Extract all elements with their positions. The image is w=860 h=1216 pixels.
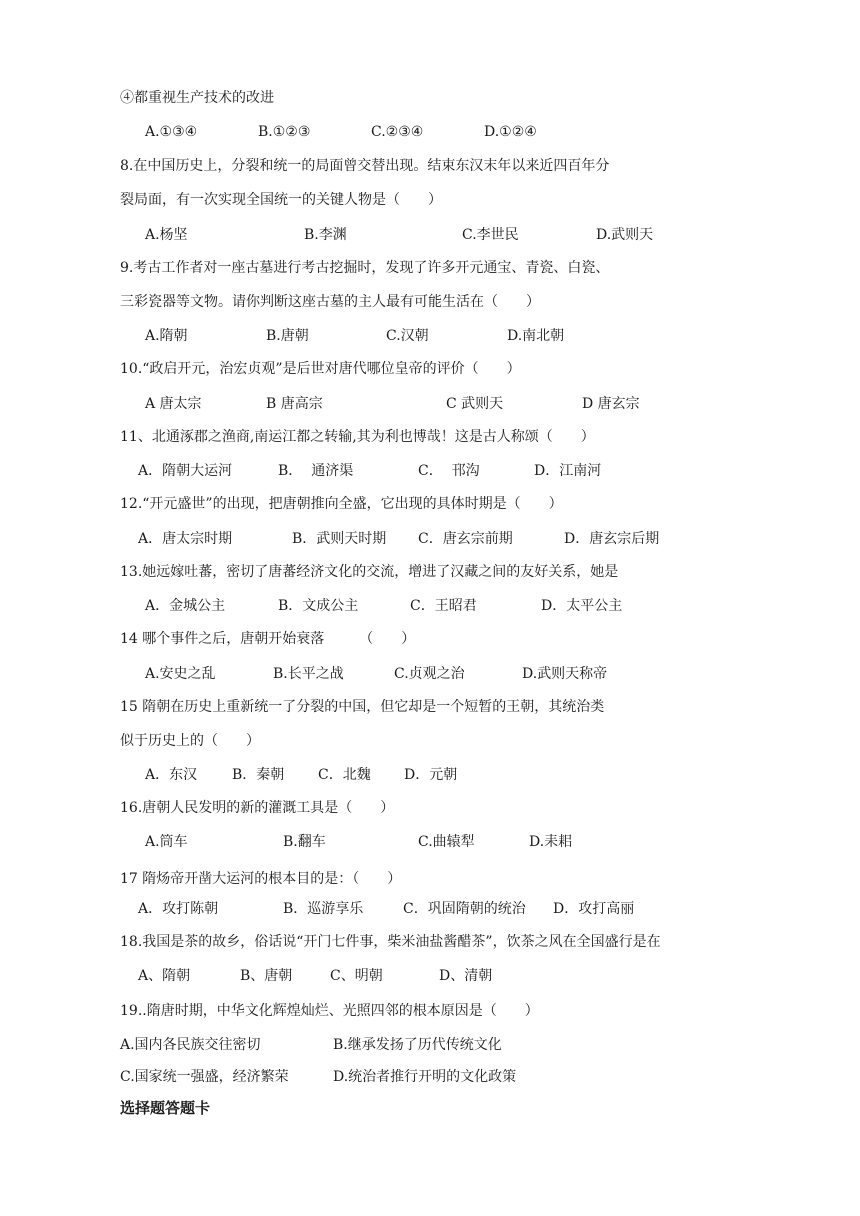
q15-choice-b: B．秦朝 <box>232 767 285 783</box>
q10-choice-c: C 武则天 <box>446 396 504 412</box>
q14-choice-b: B.长平之战 <box>273 666 344 682</box>
q18-choice-b: B、唐朝 <box>240 968 293 984</box>
q8-choice-a: A.杨坚 <box>145 227 188 243</box>
q19-choice-d: D.统治者推行开明的文化政策 <box>333 1069 517 1085</box>
q15-stem-line2: 似于历史上的（ ） <box>120 733 260 749</box>
q17-choice-b: B．巡游享乐 <box>283 901 364 917</box>
q9-choice-a: A.隋朝 <box>145 328 188 344</box>
q9-stem-line2: 三彩瓷器等文物。请你判断这座古墓的主人最有可能生活在（ ） <box>120 294 540 310</box>
q15-choice-d: D．元朝 <box>404 767 458 783</box>
answer-card-title: 选择题答题卡 <box>120 1099 211 1117</box>
q17-stem: 17 隋炀帝开凿大运河的根本目的是：（ ） <box>120 871 402 887</box>
q17-choice-c: C．巩固隋朝的统治 <box>403 901 526 917</box>
q18-choice-d: D、清朝 <box>439 968 493 984</box>
q13-stem: 13.她远嫁吐蕃，密切了唐蕃经济文化的交流，增进了汉藏之间的友好关系，她是 <box>120 564 619 580</box>
q19-choice-c: C.国家统一强盛，经济繁荣 <box>120 1069 289 1085</box>
q19-choice-b: B.继承发扬了历代传统文化 <box>333 1037 502 1053</box>
q13-choice-b: B．文成公主 <box>278 598 359 614</box>
q7-choice-a: A.①③④ <box>145 124 198 140</box>
q8-choice-b: B.李渊 <box>304 227 347 243</box>
q7-choice-b: B.①②③ <box>258 124 311 140</box>
q12-choice-d: D．唐玄宗后期 <box>564 531 660 547</box>
q13-choice-c: C．王昭君 <box>410 598 477 614</box>
q16-choice-d: D.耒耜 <box>529 834 573 850</box>
q11-choice-d: D．江南河 <box>534 463 602 479</box>
q14-choice-d: D.武则天称帝 <box>522 666 608 682</box>
q8-stem-line2: 裂局面，有一次实现全国统一的关键人物是（ ） <box>120 192 442 208</box>
q11-stem: 11、北通涿郡之渔商,南运江都之转输,其为利也博哉！这是古人称颂（ ） <box>120 429 595 445</box>
q13-choice-a: A．金城公主 <box>145 598 226 614</box>
q9-stem-line1: 9.考古工作者对一座古墓进行考古挖掘时，发现了许多开元通宝、青瓷、白瓷、 <box>120 260 610 276</box>
q12-choice-a: A．唐太宗时期 <box>138 531 233 547</box>
q19-choice-a: A.国内各民族交往密切 <box>120 1037 261 1053</box>
q17-choice-a: A．攻打陈朝 <box>138 901 219 917</box>
q7-choice-c: C.②③④ <box>371 124 424 140</box>
q10-stem: 10.“政启开元，治宏贞观”是后世对唐代哪位皇帝的评价（ ） <box>120 361 521 377</box>
q19-stem: 19..隋唐时期，中华文化辉煌灿烂、光照四邻的根本原因是（ ） <box>120 1003 539 1019</box>
q18-stem: 18.我国是茶的故乡，俗话说“开门七件事，柴米油盐酱醋茶”，饮茶之风在全国盛行是在 <box>120 934 661 950</box>
q10-choice-a: A 唐太宗 <box>145 396 202 412</box>
q18-choice-a: A、隋朝 <box>138 968 191 984</box>
q16-choice-b: B.翻车 <box>283 834 326 850</box>
q11-choice-c: C． 邗沟 <box>418 463 480 479</box>
q17-choice-d: D．攻打高丽 <box>553 901 635 917</box>
q15-choice-c: C．北魏 <box>318 767 371 783</box>
q16-choice-a: A.筒车 <box>145 834 188 850</box>
q13-choice-d: D．太平公主 <box>541 598 623 614</box>
q8-choice-d: D.武则天 <box>596 227 654 243</box>
q16-choice-c: C.曲辕犁 <box>418 834 475 850</box>
q7-choice-d: D.①②④ <box>484 124 537 140</box>
q14-choice-a: A.安史之乱 <box>145 666 216 682</box>
q15-stem-line1: 15 隋朝在历史上重新统一了分裂的中国，但它却是一个短暂的王朝，其统治类 <box>120 699 605 715</box>
q7-option-text: ④都重视生产技术的改进 <box>120 90 274 106</box>
q14-stem: 14 哪个事件之后，唐朝开始衰落 （ ） <box>120 631 416 647</box>
q10-choice-d: D 唐玄宗 <box>582 396 640 412</box>
q11-choice-b: B． 通济渠 <box>278 463 354 479</box>
q11-choice-a: A．隋朝大运河 <box>138 463 233 479</box>
q16-stem: 16.唐朝人民发明的新的灌溉工具是（ ） <box>120 800 395 816</box>
q12-choice-c: C．唐玄宗前期 <box>418 531 513 547</box>
q9-choice-b: B.唐朝 <box>266 328 309 344</box>
q12-stem: 12.“开元盛世”的出现，把唐朝推向全盛，它出现的具体时期是（ ） <box>120 496 563 512</box>
q8-choice-c: C.李世民 <box>462 227 519 243</box>
q9-choice-d: D.南北朝 <box>507 328 565 344</box>
q10-choice-b: B 唐高宗 <box>266 396 323 412</box>
q12-choice-b: B．武则天时期 <box>292 531 387 547</box>
q8-stem-line1: 8.在中国历史上，分裂和统一的局面曾交替出现。结束东汉末年以来近四百年分 <box>120 158 610 174</box>
q18-choice-c: C、明朝 <box>330 968 383 984</box>
q14-choice-c: C.贞观之治 <box>394 666 465 682</box>
q9-choice-c: C.汉朝 <box>386 328 429 344</box>
q15-choice-a: A．东汉 <box>145 767 198 783</box>
